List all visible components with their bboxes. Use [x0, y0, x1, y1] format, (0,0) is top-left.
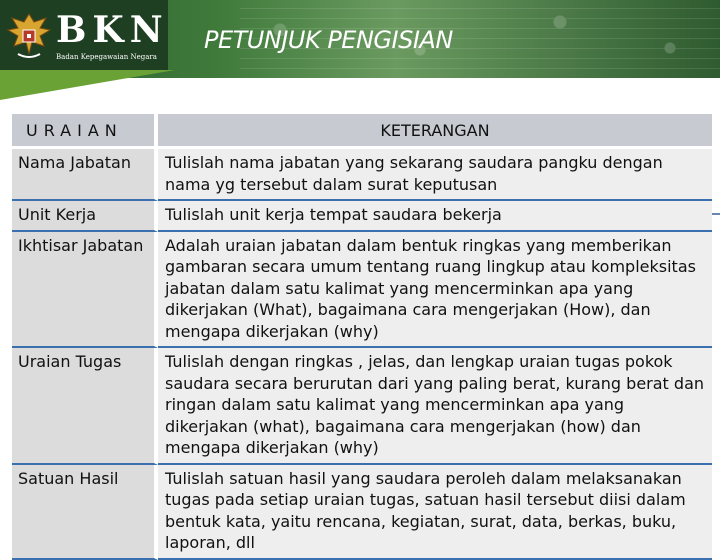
- row-label-unit-kerja: Unit Kerja: [12, 201, 158, 232]
- row-desc-nama-jabatan: Tulislah nama jabatan yang sekarang saudara pangku dengan nama yg tersebut dalam surat keputusan: [158, 149, 712, 201]
- table-row: [12, 149, 712, 201]
- table-row: [12, 465, 712, 560]
- row-label-nama-jabatan: Nama Jabatan: [12, 149, 158, 201]
- row-label-uraian-tugas: Uraian Tugas: [12, 348, 158, 465]
- edge-marker: [711, 213, 720, 215]
- table-row: [12, 232, 712, 349]
- row-desc-satuan-hasil: Tulislah satuan hasil yang saudara peroleh dalam melaksanakan tugas pada setiap uraian tugas, satuan hasil tersebut diisi dalam bentuk kata, yaitu rencana, kegiatan, surat, data, berkas, buku, laporan, dll: [158, 465, 712, 560]
- logo-subtitle: Badan Kepegawaian Negara: [56, 53, 157, 61]
- garuda-emblem-icon: [4, 8, 54, 64]
- column-header-keterangan: KETERANGAN: [158, 114, 712, 149]
- table-row: [12, 201, 712, 232]
- row-desc-uraian-tugas: Tulislah dengan ringkas , jelas, dan lengkap uraian tugas pokok saudara secara berurutan dari yang paling berat, kurang berat dan ringan dalam satu kalimat yang mencerminkan apa yang dikerjakan (what), bagaimana cara mengerjakan (how) dan mengapa dikerjakan (why): [158, 348, 712, 465]
- green-wedge-decoration: [0, 70, 175, 100]
- page-title: PETUNJUK PENGISIAN: [204, 26, 453, 54]
- row-label-ikhtisar-jabatan: Ikhtisar Jabatan: [12, 232, 158, 349]
- row-desc-ikhtisar-jabatan: Adalah uraian jabatan dalam bentuk ringkas yang memberikan gambaran secara umum tentang ruang lingkup atau kompleksitas jabatan dalam satu kalimat yang mencerminkan apa yang dikerjakan (What), bagaimana cara mengerjakan (How), dan mengapa dikerjakan (why): [158, 232, 712, 349]
- row-label-satuan-hasil: Satuan Hasil: [12, 465, 158, 560]
- row-desc-unit-kerja: Tulislah unit kerja tempat saudara bekerja: [158, 201, 712, 232]
- column-header-uraian: URAIAN: [12, 114, 158, 149]
- table-header-row: [12, 114, 712, 149]
- table-row: [12, 348, 712, 465]
- header-band: [0, 0, 720, 78]
- instruction-table: [12, 114, 712, 552]
- bkn-logo: [0, 0, 168, 70]
- logo-text: BKN: [56, 9, 169, 51]
